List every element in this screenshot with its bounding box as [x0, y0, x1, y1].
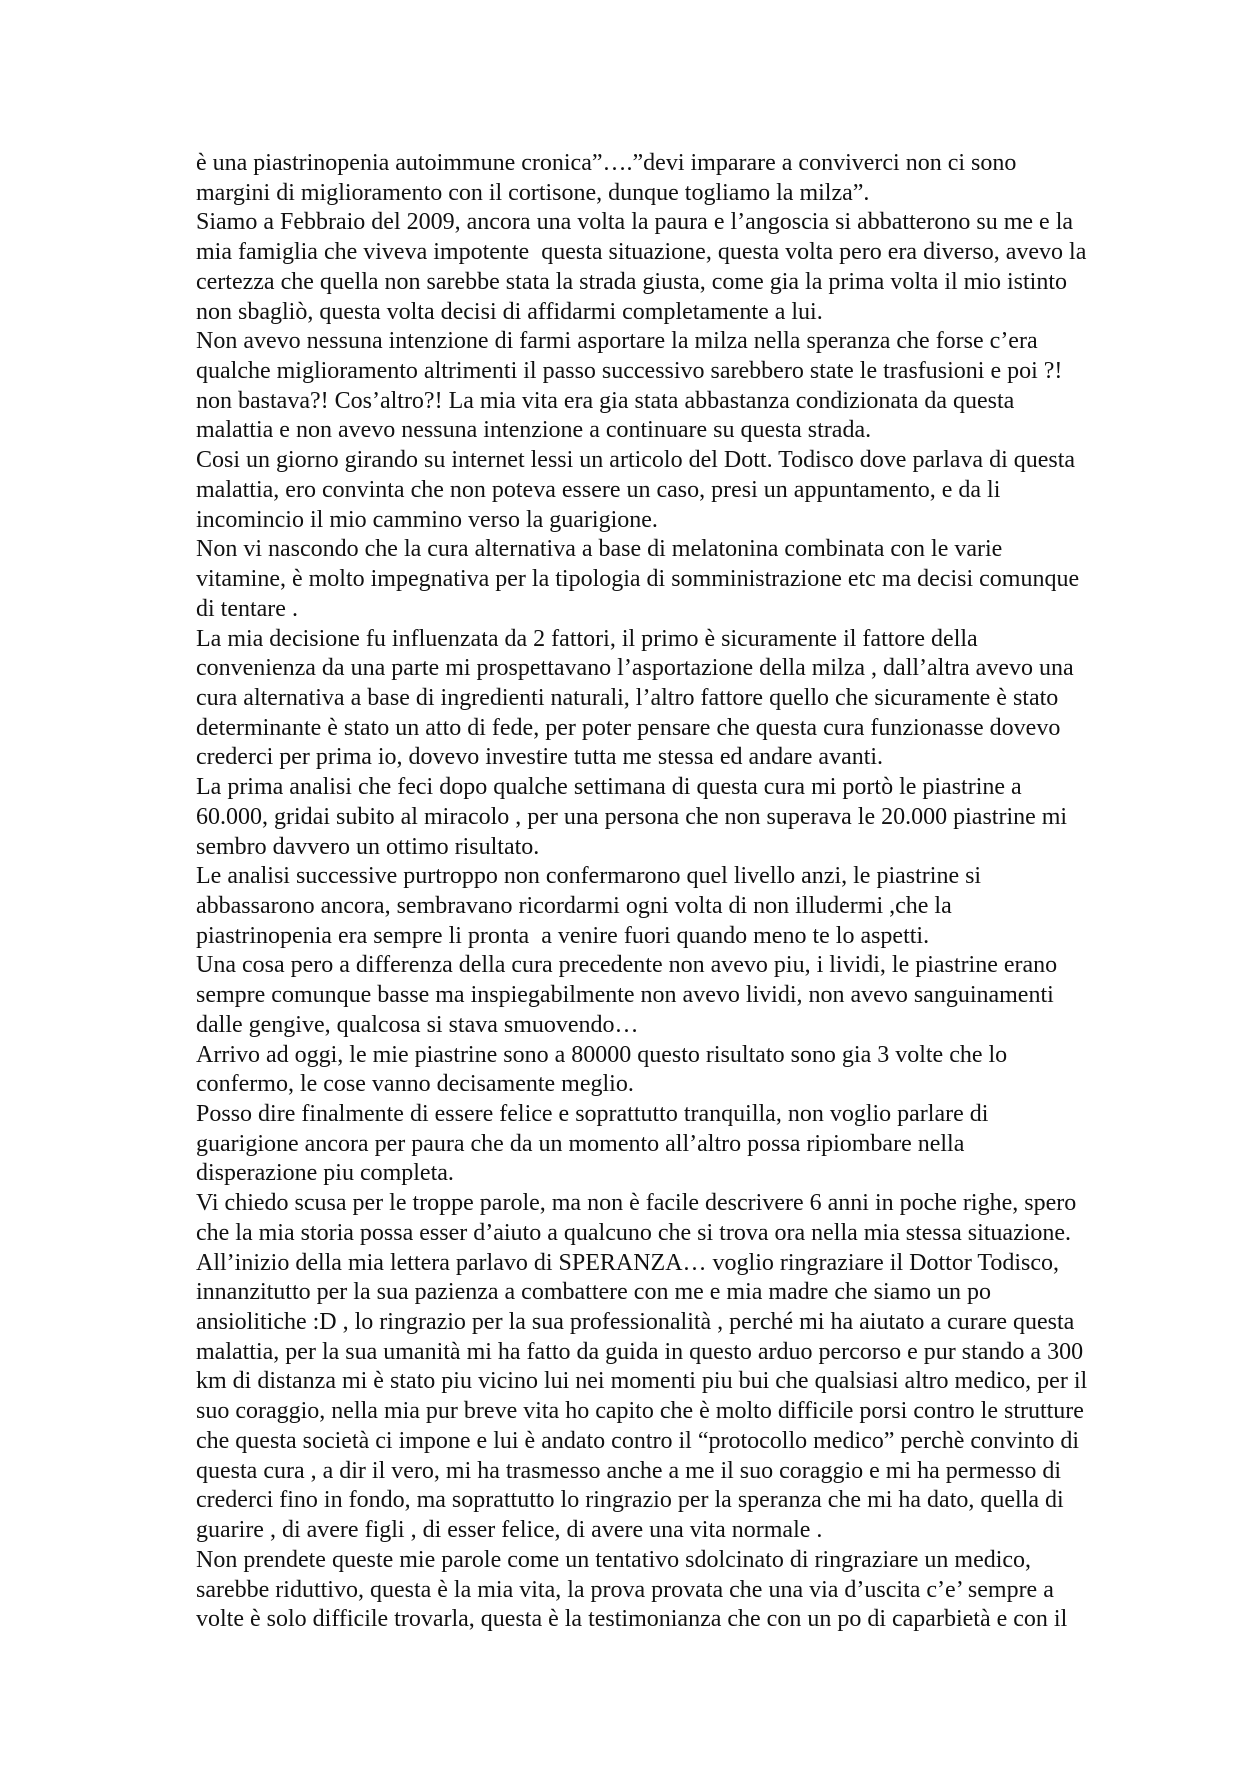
text-line: suo coraggio, nella mia pur breve vita ho capito che è molto difficile porsi contro le strutture	[196, 1398, 1084, 1425]
text-line: All’inizio della mia lettera parlavo di SPERANZA… voglio ringraziare il Dottor Todisco,	[196, 1249, 1060, 1276]
text-line: km di distanza mi è stato piu vicino lui nei momenti piu bui che qualsiasi altro medico, per il	[196, 1368, 1088, 1395]
text-line: malattia, ero convinta che non poteva essere un caso, presi un appuntamento, e da li	[196, 476, 1001, 503]
text-line: innanzitutto per la sua pazienza a combattere con me e mia madre che siamo un po	[196, 1279, 991, 1306]
text-line: cura alternativa a base di ingredienti naturali, l’altro fattore quello che sicuramente è stato	[196, 684, 1059, 711]
text-line: questa cura , a dir il vero, mi ha trasmesso anche a me il suo coraggio e mi ha permesso di	[196, 1457, 1062, 1484]
text-line: guarigione ancora per paura che da un momento all’altro possa ripiombare nella	[196, 1130, 965, 1157]
text-line: sempre comunque basse ma inspiegabilmente non avevo lividi, non avevo sanguinamenti	[196, 982, 1054, 1009]
text-line: volte è solo difficile trovarla, questa è la testimonianza che con un po di caparbietà e con il	[196, 1606, 1068, 1633]
text-line: non bastava?! Cos’altro?! La mia vita era gia stata abbastanza condizionata da questa	[196, 387, 1015, 414]
text-line: Non avevo nessuna intenzione di farmi asportare la milza nella speranza che forse c’era	[196, 328, 1038, 355]
text-line: guarire , di avere figli , di esser felice, di avere una vita normale .	[196, 1517, 823, 1544]
text-line: qualche miglioramento altrimenti il passo successivo sarebbero state le trasfusioni e poi ?!	[196, 358, 1063, 385]
text-line: determinante è stato un atto di fede, per poter pensare che questa cura funzionasse dovevo	[196, 714, 1061, 741]
text-line: 60.000, gridai subito al miracolo , per una persona che non superava le 20.000 piastrine mi	[196, 803, 1068, 830]
text-line: malattia, per la sua umanità mi ha fatto da guida in questo arduo percorso e pur stando a 300	[196, 1338, 1084, 1365]
text-line: mia famiglia che viveva impotente questa situazione, questa volta pero era diverso, avevo la	[196, 239, 1087, 266]
text-line: Posso dire finalmente di essere felice e soprattutto tranquilla, non voglio parlare di	[196, 1101, 989, 1127]
text-line: ansiolitiche :D , lo ringrazio per la sua professionalità , perché mi ha aiutato a curare questa	[196, 1309, 1075, 1336]
text-line: dalle gengive, qualcosa si stava smuovendo…	[196, 1011, 639, 1038]
text-line: La prima analisi che feci dopo qualche settimana di questa cura mi portò le piastrine a	[196, 774, 1022, 801]
text-line: abbassarono ancora, sembravano ricordarmi ogni volta di non illudermi ,che la	[196, 892, 952, 919]
text-line: Non vi nascondo che la cura alternativa a base di melatonina combinata con le varie	[196, 536, 1003, 563]
text-line: piastrinopenia era sempre li pronta a venire fuori quando meno te lo aspetti.	[196, 922, 930, 949]
text-line: che la mia storia possa esser d’aiuto a qualcuno che si trova ora nella mia stessa situazione.	[196, 1219, 1072, 1246]
text-line: sembro davvero un ottimo risultato.	[196, 833, 540, 860]
text-line: crederci fino in fondo, ma soprattutto lo ringrazio per la speranza che mi ha dato, quella di	[196, 1487, 1064, 1514]
text-line: certezza che quella non sarebbe stata la strada giusta, come gia la prima volta il mio istinto	[196, 268, 1068, 295]
text-line: è una piastrinopenia autoimmune cronica”….”devi imparare a conviverci non ci sono	[196, 150, 1017, 176]
text-line: convenienza da una parte mi prospettavano l’asportazione della milza , dall’altra avevo una	[196, 655, 1074, 682]
text-line: disperazione piu completa.	[196, 1160, 454, 1187]
text-line: sarebbe riduttivo, questa è la mia vita, la prova provata che una via d’uscita c’e’ sempre a	[196, 1576, 1054, 1603]
text-line: La mia decisione fu influenzata da 2 fattori, il primo è sicuramente il fattore della	[196, 625, 978, 652]
text-line: incomincio il mio cammino verso la guarigione.	[196, 506, 658, 533]
text-line: non sbagliò, questa volta decisi di affidarmi completamente a lui.	[196, 298, 823, 325]
text-line: vitamine, è molto impegnativa per la tipologia di somministrazione etc ma decisi comunque	[196, 566, 1080, 593]
text-line: Cosi un giorno girando su internet lessi un articolo del Dott. Todisco dove parlava di questa	[196, 447, 1076, 474]
text-line: margini di miglioramento con il cortisone, dunque togliamo la milza”.	[196, 179, 870, 206]
text-line: crederci per prima io, dovevo investire tutta me stessa ed andare avanti.	[196, 744, 884, 771]
text-line: Vi chiedo scusa per le troppe parole, ma non è facile descrivere 6 anni in poche righe, spero	[196, 1190, 1077, 1217]
letter-body-text	[196, 149, 1186, 1635]
text-line: malattia e non avevo nessuna intenzione a continuare su questa strada.	[196, 417, 872, 444]
text-line: Siamo a Febbraio del 2009, ancora una volta la paura e l’angoscia si abbatterono su me e la	[196, 209, 1074, 236]
text-line: di tentare .	[196, 595, 298, 622]
text-line: Non prendete queste mie parole come un tentativo sdolcinato di ringraziare un medico,	[196, 1546, 1032, 1573]
text-line: Arrivo ad oggi, le mie piastrine sono a 80000 questo risultato sono gia 3 volte che lo	[196, 1041, 1008, 1068]
text-line: Una cosa pero a differenza della cura precedente non avevo piu, i lividi, le piastrine erano	[196, 952, 1058, 979]
text-line: che questa società ci impone e lui è andato contro il “protocollo medico” perchè convinto di	[196, 1427, 1080, 1454]
text-line: Le analisi successive purtroppo non confermarono quel livello anzi, le piastrine si	[196, 863, 982, 890]
text-line: confermo, le cose vanno decisamente meglio.	[196, 1071, 634, 1098]
